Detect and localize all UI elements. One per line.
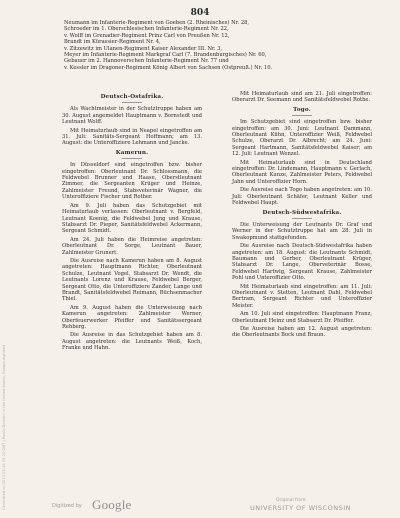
divider <box>292 218 312 219</box>
paragraph: Mit Heimaturlaub sind eingetroffen: am 11. Juli: Oberleutnant v. Stetten, Leutnant Dahl, Feldwebel Bertram, Sergeant Richter und Unteroffizier Meister. <box>232 283 372 309</box>
paragraph: Im Schutzgebiet sind eingetroffen bzw. bisher eingetroffen: am 30. Juni: Leutnant Dammann, Oberleutnant Kühn, Unteroffizier Weiß, Feldwebel Schulze, Oberarzt Dr. Albrecht; am 24. Juni: Sergeant Hartmann, Sanitätsfeldwebel Kaiser; am 12. Juli: Leutnant Wenzel. <box>232 119 372 158</box>
top-list <box>64 20 364 71</box>
paragraph: Die Ausreise nach Kamerun haben am 8. August angetreten: Hauptmann Richter, Oberleutnant Schulze, Leutnant Vogel, Stabsarzt Dr. Wendt, die Leutnants Lorenz und Krause, Feldwebel Berger, Sergeant Otto, die Unteroffiziere Zander, Lange und Brandt, Sanitätsfeldwebel Reimann, Büchsenmacher Thiel. <box>62 257 202 303</box>
paragraph: Am 24. Juli haben die Heimreise angetreten: Oberleutnant Dr. Sorge, Leutnant Bauer, Zahlmeister Grunert. <box>62 236 202 256</box>
top-line: Schroeder im 1. Oberschlesischen Infanterie-Regiment Nr. 22, <box>64 26 229 33</box>
paragraph: Die Ausreise nach Deutsch-Südwestafrika haben angetreten: am 18. August: die Leutnants Schmidt, Baumann und Gerber, Oberleutnant Krüger, Stabsarzt Dr. Lange, Oberveterinär Bosse, Feldwebel Hartwig, Sergeant Krause, Zahlmeister Pohl und Unteroffizier Otto. <box>232 243 372 282</box>
paragraph: Mit Heimaturlaub sind am 21. Juli eingetroffen: Oberarzt Dr. Seemann und Sanitätsfeldwebel Rothe. <box>232 91 372 104</box>
divider <box>122 158 142 159</box>
left-column <box>62 91 202 354</box>
divider <box>292 115 312 116</box>
top-line: v. Zitzewitz im Ulanen-Regiment Kaiser Alexander III. Nr. 3, <box>64 45 223 52</box>
digitized-by-label: Digitized by <box>52 503 82 509</box>
top-line: Gebauer im 2. Hannoverschen Infanterie-Regiment Nr. 77 und <box>64 58 229 65</box>
top-line: Brandt im Kürassier-Regiment Nr. 4, <box>64 39 161 46</box>
paragraph: Als Wachtmeister in der Schutztruppe haben am 30. August angemeldet Hauptmann v. Bornstedt und Leutnant Wolff. <box>62 106 202 126</box>
paragraph: Die Ausreise haben am 12. August angetreten: die Oberleutnants Bock und Braun. <box>232 326 372 339</box>
paragraph: Die Ausreise in das Schutzgebiet haben am 8. August angetreten: die Leutnants Weiß, Koch, Franke und Hahn. <box>62 332 202 352</box>
top-line: v. Kessler im Dragoner-Regiment König Albert von Sachsen (Ostpreuß.) Nr. 10. <box>64 64 273 71</box>
original-from-label: Original from <box>276 498 306 503</box>
paragraph: Am 9. August haben die Unterweisung nach Kamerun angetreten: Zahlmeister Werner, Oberfeuerwerker Pfeiffer und Sanitätssergeant Rehberg. <box>62 304 202 330</box>
paragraph: Die Unterweisung der Leutnants Dr. Graf und Werner in der Schutztruppe hat am 28. Juli in Swakopmund stattgefunden. <box>232 221 372 241</box>
paragraph: Am 9. Juli haben das Schutzgebiet mit Heimaturlaub verlassen: Oberleutnant v. Bergfeld, Leutnant Koenig, die Feldwebel Jung und Krause, Stabsarzt Dr. Pieper, Sanitätsfeldwebel Ackermann, Sergeant Schmidt. <box>62 202 202 235</box>
top-line: Meyer im Infanterie-Regiment Markgraf Carl (7. Brandenburgisches) Nr. 60, <box>64 52 267 59</box>
footer <box>0 490 400 514</box>
paragraph: In Düsseldorf sind eingetroffen bzw. bisher eingetroffen: Oberleutnant Dr. Schlossmann, die Feldwebel Brunner und Haase, Oberstleutnant Zimmer, die Sergeanten Krüger und Heinze, Zahlmeister Freund, Stabsveterinär Wagner, die Unteroffiziere Fischer und Rother. <box>62 162 202 201</box>
section-heading: Kamerun. <box>115 149 149 156</box>
google-logo: Google <box>92 497 132 512</box>
paragraph: Am 10. Juli sind eingetroffen: Hauptmann Franz, Oberleutnant Heinz und Stabsarzt Dr. Pfeiffer. <box>232 311 372 324</box>
paragraph: Mit Heimaturlaub sind in Deutschland eingetroffen: Dr. Lindemann, Hauptmann v. Gerlach, Oberleutnant Kunze, Zahlmeister Peters, Feldwebel Jahn und Unteroffizier Horn. <box>232 159 372 185</box>
top-line: v. Wolff im Grenadier-Regiment Prinz Carl von Preußen Nr. 12, <box>64 32 230 39</box>
section-heading: Togo. <box>293 106 311 113</box>
university-label: UNIVERSITY OF WISCONSIN <box>250 504 351 512</box>
paragraph: Mit Heimaturlaub sind in Neapel eingetroffen am 31. Juli: Sanitäts-Sergeant Hoffmann; am 13. August: die Unteroffiziere Lehmann und Jancke. <box>62 127 202 147</box>
side-watermark: Generated on 2013-02-14 09:21 GMT / Public Domain in the United States, Google-digitized <box>2 344 6 510</box>
divider <box>122 102 142 103</box>
top-line: Neumann im Infanterie-Regiment von Goeben (2. Rheinisches) Nr. 28, <box>64 20 250 26</box>
page-number: 804 <box>190 8 210 18</box>
right-column <box>232 91 372 341</box>
section-heading: Deutsch-Ostafrika. <box>100 94 164 100</box>
paragraph: Die Ausreise nach Togo haben angetreten: am 10. Juli: Oberleutnant Schäfer, Leutnant Keller und Feldwebel Haupt. <box>232 187 372 207</box>
section-heading: Deutsch-Südwestafrika. <box>262 209 342 216</box>
